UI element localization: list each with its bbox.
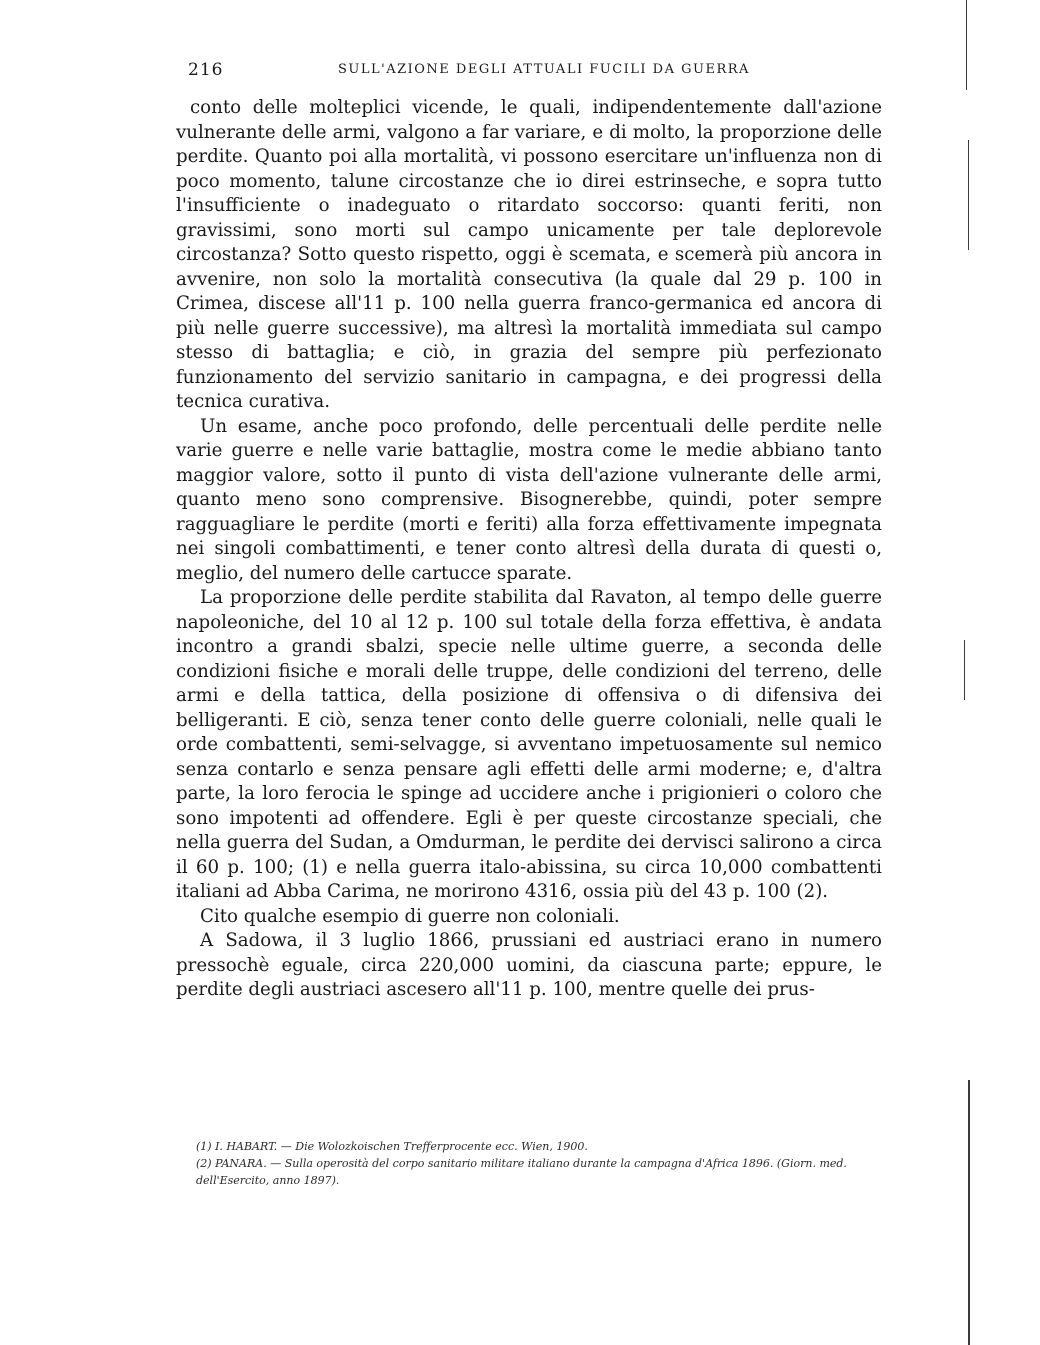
body-text bbox=[176, 96, 882, 1003]
footnote: (2) PANARA. — Sulla operosità del corpo sanitario militare italiano durante la campagna d'Africa 1896. (Giorn. med. dell'Esercito, anno 1897). bbox=[196, 1157, 847, 1187]
scan-edge-line bbox=[966, 0, 967, 90]
footnote: (1) I. HABART. — Die Wolozkoischen Trefferprocente ecc. Wien, 1900. bbox=[196, 1140, 588, 1153]
footnotes bbox=[196, 1138, 886, 1189]
paragraph: Un esame, anche poco profondo, delle percentuali delle perdite nelle varie guerre e nelle varie battaglie, mostra come le medie abbiano tanto maggior valore, sotto il punto di vista dell'azione vulnerante delle armi, quanto meno sono comprensive. Bisognerebbe, quindi, poter sempre ragguagliare le perdite (morti e feriti) alla forza effettivamente impegnata nei singoli combattimenti, e tener conto altresì della durata di questi o, meglio, del numero delle cartucce sparate. bbox=[176, 415, 882, 584]
page-header bbox=[188, 60, 878, 84]
paragraph: Cito qualche esempio di guerre non coloniali. bbox=[200, 905, 620, 927]
page-number: 216 bbox=[188, 60, 224, 80]
scan-edge-line bbox=[968, 1080, 970, 1345]
paragraph: La proporzione delle perdite stabilita dal Ravaton, al tempo delle guerre napoleoniche, del 10 al 12 p. 100 sul totale della forza effettiva, è andata incontro a grandi sbalzi, specie nelle ultime guerre, a seconda delle condizioni fisiche e morali delle truppe, delle condizioni del terreno, delle armi e della tattica, della posizione di offensiva o di difensiva dei belligeranti. E ciò, senza tener conto delle guerre coloniali, nelle quali le orde combattenti, semi-selvagge, si avventano impetuosamente sul nemico senza contarlo e senza pensare agli effetti delle armi moderne; e, d'altra parte, la loro ferocia le spinge ad uccidere anche i prigionieri o coloro che sono impotenti ad offendere. Egli è per queste circostanze speciali, che nella guerra del Sudan, a Omdurman, le perdite dei dervisci salirono a circa il 60 p. 100; (1) e nella guerra italo-abissina, su circa 10,000 combattenti italiani ad Abba Carima, ne morirono 4316, ossia più del 43 p. 100 (2). bbox=[176, 587, 882, 902]
scan-edge-line bbox=[964, 640, 965, 700]
running-title: SULL'AZIONE DEGLI ATTUALI FUCILI DA GUERRA bbox=[338, 62, 750, 77]
paragraph: A Sadowa, il 3 luglio 1866, prussiani ed austriaci erano in numero pressochè eguale, circa 220,000 uomini, da ciascuna parte; eppure, le perdite degli austriaci ascesero all'11 p. 100, mentre quelle dei prus- bbox=[176, 930, 882, 1000]
scan-edge-line bbox=[968, 140, 969, 250]
paragraph-continued: conto delle molteplici vicende, le quali, indipendentemente dall'azione vulnerante delle armi, valgono a far variare, e di molto, la proporzione delle perdite. Quanto poi alla mortalità, vi possono esercitare un'influenza non di poco momento, talune circostanze che io direi estrinseche, e sopra tutto l'insufficiente o inadeguato o ritardato soccorso: quanti feriti, non gravissimi, sono morti sul campo unicamente per tale deplorevole circostanza? Sotto questo rispetto, oggi è scemata, e scemerà più ancora in avvenire, non solo la mortalità consecutiva (la quale dal 29 p. 100 in Crimea, discese all'11 p. 100 nella guerra franco-germanica ed ancora di più nelle guerre successive), ma altresì la mortalità immediata sul campo stesso di battaglia; e ciò, in grazia del sempre più perfezionato funzionamento del servizio sanitario in campagna, e dei progressi della tecnica curativa. bbox=[176, 97, 882, 412]
